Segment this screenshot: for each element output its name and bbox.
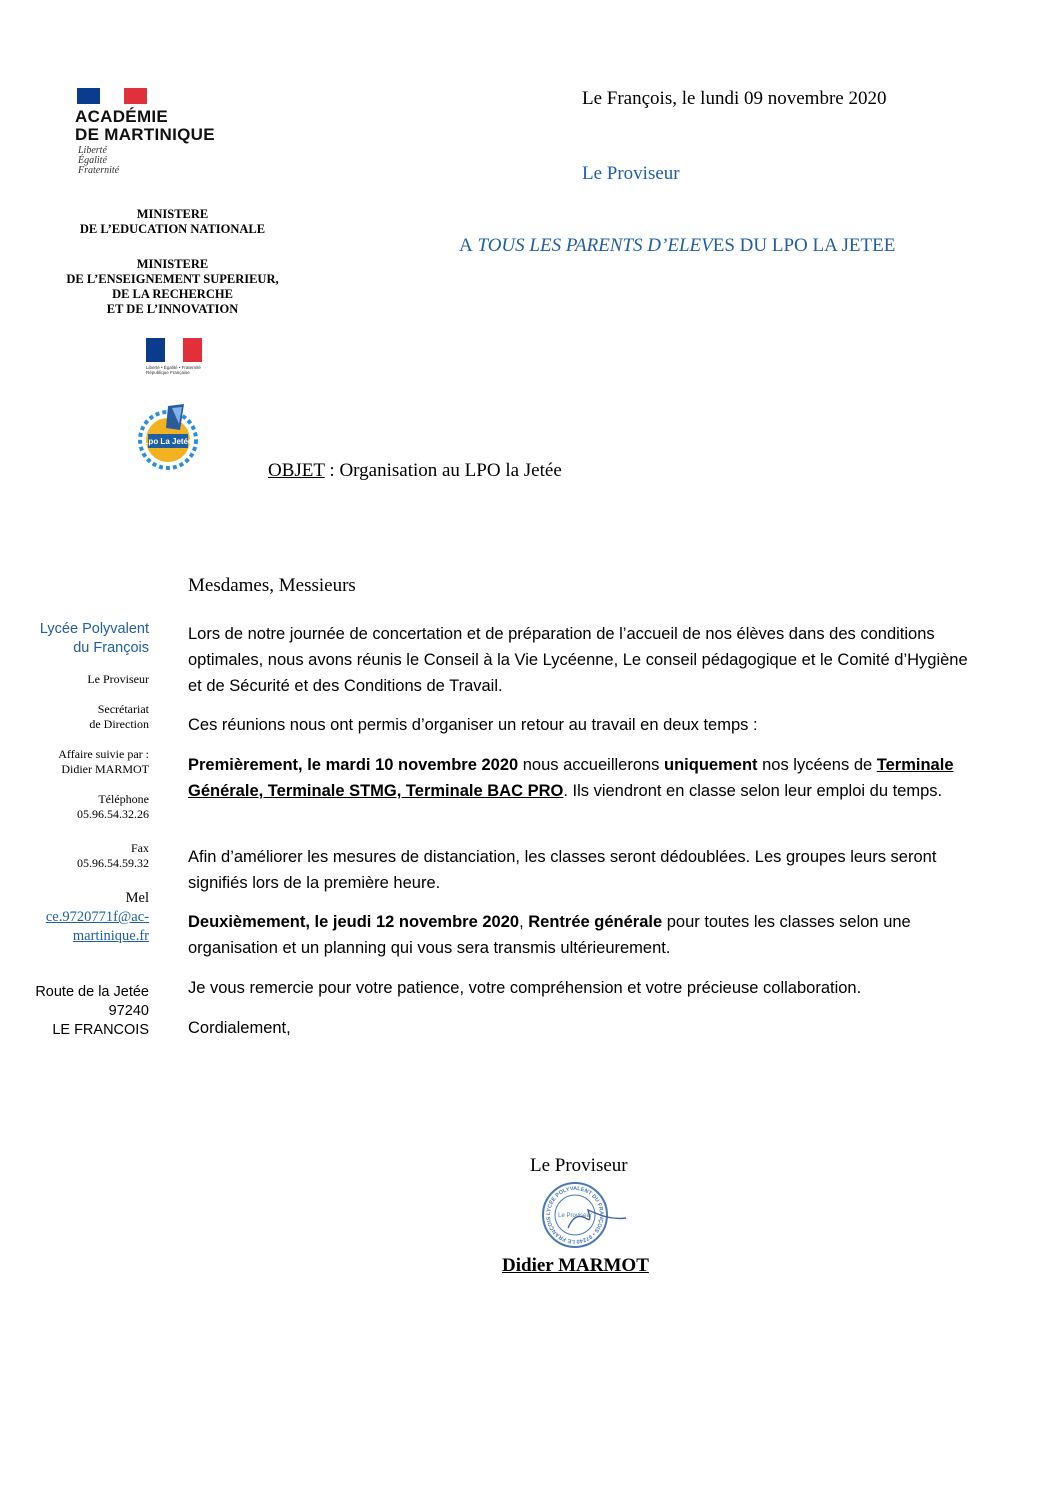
paragraph-6: Je vous remercie pour votre patience, votre compréhension et votre précieuse collaboration. (188, 979, 862, 997)
paragraph-3: Premièrement, le mardi 10 novembre 2020 nous accueillerons uniquement nos lycéens de Terminale Générale, Terminale STMG, Terminale BAC PRO. Ils viendront en classe selon leur emploi du temps. (188, 756, 954, 800)
subject-label: OBJET (268, 460, 325, 481)
french-flag-icon (77, 88, 147, 104)
academie-logo (75, 86, 295, 178)
paragraph-7: Cordialement, (188, 1019, 291, 1037)
official-stamp-icon (540, 1180, 630, 1250)
ministry-block-1: MINISTERE DE L’EDUCATION NATIONALE (79, 207, 266, 236)
republique-francaise-logo: Liberté • Égalité • Fraternité République Française (146, 338, 204, 378)
letter-date: Le François, le lundi 09 novembre 2020 (582, 88, 887, 109)
paragraph-2: Ces réunions nous ont permis d’organiser un retour au travail en deux temps : (188, 716, 758, 734)
paragraph-4: Afin d’améliorer les mesures de distanciation, les classes seront dédoublées. Les groupes leurs seront signifiés lors de la première heure. (188, 848, 937, 892)
mel-label: Mel (125, 890, 149, 906)
academie-line2: DE MARTINIQUE (75, 125, 215, 144)
lpo-logo-text: Lpo La Jetée (143, 437, 193, 446)
sidebar-mel (46, 889, 149, 946)
sidebar-fax: Fax 05.96.54.59.32 (77, 841, 149, 870)
sidebar-address: Route de la Jetée 97240 LE FRANCOIS (35, 984, 149, 1038)
sidebar-proviseur: Le Proviseur (87, 672, 149, 686)
sidebar-telephone: Téléphone 05.96.54.32.26 (77, 792, 149, 821)
sidebar-secretariat: Secrétariat de Direction (89, 702, 149, 731)
school-name: Lycée Polyvalent du François (39, 621, 149, 656)
letter-subject (268, 460, 562, 482)
subject-text: : Organisation au LPO la Jetée (324, 460, 562, 481)
email-link[interactable]: ce.9720771f@ac- martinique.fr (45, 909, 149, 944)
signature-title: Le Proviseur (530, 1155, 628, 1176)
svg-text:Le Proviseur: Le Proviseur (558, 1213, 592, 1219)
lpo-la-jetee-logo-icon (132, 400, 204, 472)
svg-text:LYCÉE POLYVALENT DU FRANÇOIS •: LYCÉE POLYVALENT DU FRANÇOIS • 97240 LE FRANÇOIS (545, 1185, 605, 1245)
recipient-line: A TOUS LES PARENTS D’ELEVES DU LPO LA JETEE (459, 235, 896, 256)
paragraph-1: Lors de notre journée de concertation et de préparation de l’accueil de nos élèves dans des conditions optimales, nous avons réunis le Conseil à la Vie Lycéenne, Le conseil pédagogique et le Comité d’Hygiène et de Sécurité et des Conditions de Travail. (188, 625, 968, 695)
paragraph-5: Deuxièmement, le jeudi 12 novembre 2020, Rentrée générale pour toutes les classes selon une organisation et un planning qui vous sera transmis ultérieurement. (188, 913, 911, 957)
academie-line1: ACADÉMIE (75, 107, 169, 126)
salutation: Mesdames, Messieurs (188, 575, 356, 596)
ministry-block-2: MINISTERE DE L’ENSEIGNEMENT SUPERIEUR, DE LA RECHERCHE ET DE L’INNOVATION (66, 257, 279, 316)
sidebar-affaire: Affaire suivie par : Didier MARMOT (58, 747, 149, 776)
academie-motto: Liberté Égalité Fraternité (78, 145, 120, 176)
sender-title: Le Proviseur (582, 163, 680, 184)
signatory-name: Didier MARMOT (502, 1255, 649, 1276)
marianne-flag-icon (146, 338, 202, 362)
